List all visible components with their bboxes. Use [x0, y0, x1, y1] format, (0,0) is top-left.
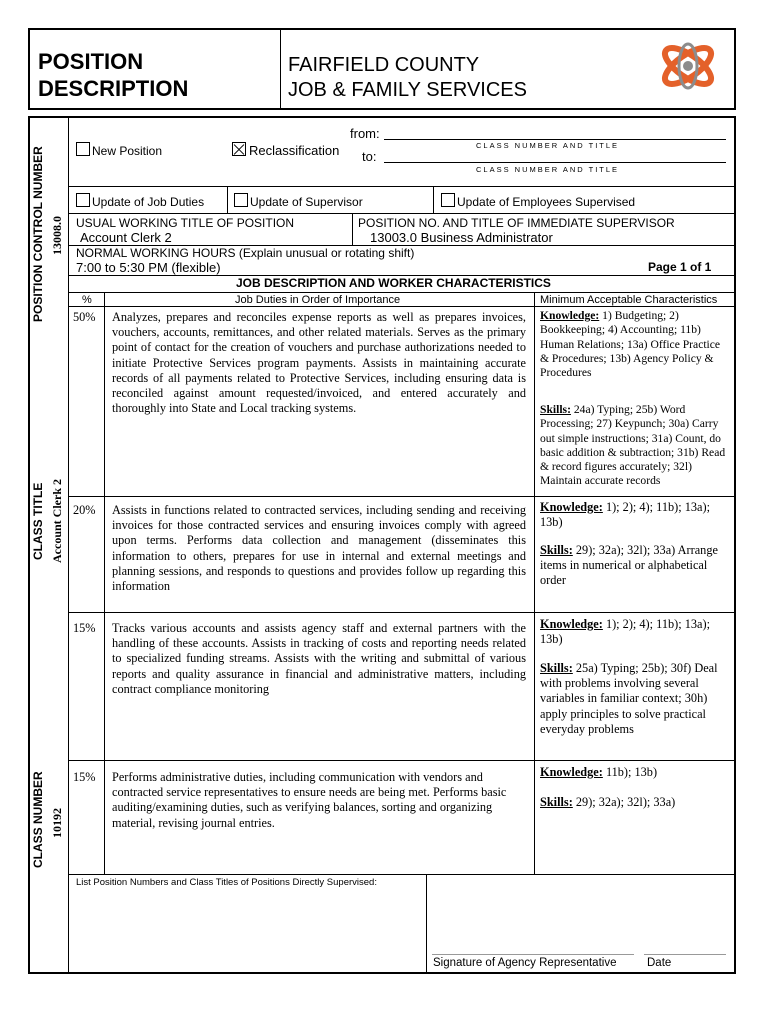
col-header-bottom: [69, 306, 735, 307]
row4-percent: 15%: [73, 770, 96, 784]
row4-skills-text: 29); 32a); 32l); 33a): [575, 795, 676, 809]
row1-skills-text: 24a) Typing; 25b) Word Processing; 27) Keypunch; 30a) Carry out simple instructions; 31a) Count, do basic addition & subtraction; 31b) Read & record figures accurately; 32l) Maintain accurate records: [540, 403, 726, 488]
hours-value[interactable]: 7:00 to 5:30 PM (flexible): [76, 260, 221, 275]
update-divider-2: [433, 186, 434, 213]
row1-percent: 50%: [73, 310, 96, 324]
row1-knowledge: [540, 309, 728, 380]
col-divider-percent: [104, 292, 105, 874]
to-caption: CLASS NUMBER AND TITLE: [476, 165, 620, 174]
title-row-divider: [352, 213, 353, 245]
working-title-value[interactable]: Account Clerk 2: [80, 230, 172, 245]
row1-skills: [540, 403, 728, 489]
working-title-label: USUAL WORKING TITLE OF POSITION: [76, 216, 295, 230]
to-field[interactable]: [384, 162, 726, 163]
header-divider: [280, 29, 281, 109]
page-number: Page 1 of 1: [648, 260, 712, 274]
row4-skills-label: Skills:: [540, 795, 573, 809]
signature-line[interactable]: [432, 954, 634, 955]
row4-knowledge-label: Knowledge:: [540, 765, 603, 779]
footer-top: [69, 874, 735, 875]
hours-label: NORMAL WORKING HOURS (Explain unusual or rotating shift): [76, 246, 415, 260]
update-job-duties-label: Update of Job Duties: [92, 195, 205, 209]
agency-name: [288, 53, 527, 103]
new-position-label: New Position: [92, 144, 163, 158]
row2-bottom: [69, 612, 735, 613]
row2-skills-text: 29); 32a); 32l); 33a) Arrange items in numerical or alphabetical order: [540, 543, 718, 588]
row1-skills-label: Skills:: [540, 403, 571, 416]
supervisor-value[interactable]: 13003.0 Business Administrator: [370, 230, 553, 245]
supervisor-label: POSITION NO. AND TITLE OF IMMEDIATE SUPERVISOR: [358, 216, 675, 230]
row3-knowledge-label: Knowledge:: [540, 617, 603, 631]
row1-bottom: [69, 496, 735, 497]
from-field[interactable]: [384, 139, 726, 140]
row2-duty: Assists in functions related to contracted services, including sending and receiving invoices for those contracted services and ensuring invoices comply with agreed upon terms. Performs data collection and management (disseminates this information to others, prepares for use in internal and external meetings and planning sessions, and responds to questions and provides follow up regarding this information: [112, 503, 526, 594]
section-title: JOB DESCRIPTION AND WORKER CHARACTERISTICS: [236, 276, 551, 290]
update-job-duties-checkbox[interactable]: [76, 193, 90, 207]
row3-skills: [540, 661, 728, 737]
row4-knowledge: [540, 765, 728, 780]
col-min-header: Minimum Acceptable Characteristics: [540, 294, 718, 306]
class-number-label: CLASS NUMBER: [31, 771, 45, 868]
class-title-value: Account Clerk 2: [50, 479, 64, 563]
update-row-top: [69, 186, 735, 187]
row1-duty: Analyzes, prepares and reconciles expense reports as well as prepares invoices, vouchers, accounts, remittances, and other related materials. Serves as the primary point of contact for the creation of vouchers and purchase authorizations needed to initiate Protective Services program payments. Assists in maintaining accurate records of all payments related to Protective Services, including ensuring data is reconciled against amount requested/invoiced, and entered accurately and thoroughly into State and Local tracking systems.: [112, 310, 526, 416]
row3-percent: 15%: [73, 621, 96, 635]
row1-knowledge-label: Knowledge:: [540, 309, 600, 322]
to-label: to:: [362, 149, 377, 164]
col-header-top: [69, 292, 735, 293]
row3-bottom: [69, 760, 735, 761]
row2-percent: 20%: [73, 503, 96, 517]
reclassification-checkbox[interactable]: [232, 142, 246, 156]
row3-knowledge-text: 1); 2); 4); 11b); 13a); 13b): [540, 617, 710, 647]
row3-knowledge: [540, 617, 728, 647]
from-caption: CLASS NUMBER AND TITLE: [476, 141, 620, 150]
from-label: from:: [350, 126, 380, 141]
footer-divider: [426, 874, 427, 973]
row3-skills-label: Skills:: [540, 661, 573, 675]
row4-skills: [540, 795, 728, 810]
row2-knowledge-label: Knowledge:: [540, 500, 603, 514]
row3-skills-text: 25a) Typing; 25b); 30f) Deal with problems involving several variables in familiar context; 30h) apply principles to solve practical everyday problems: [540, 661, 718, 736]
row3-duty: Tracks various accounts and assists agency staff and external partners with the handling of these accounts. Assists in tracking of costs and reporting needs related to specialized funding streams. Assists with the writing and submittal of various reports and quality assurance in financial and administrative matters, including contract compliance monitoring: [112, 621, 526, 696]
position-control-label: POSITION CONTROL NUMBER: [31, 146, 45, 322]
supervised-field[interactable]: [72, 892, 422, 970]
update-employees-checkbox[interactable]: [441, 193, 455, 207]
date-label: Date: [647, 957, 672, 969]
update-supervisor-checkbox[interactable]: [234, 193, 248, 207]
new-position-checkbox[interactable]: [76, 142, 90, 156]
row1-knowledge-text: 1) Budgeting; 2) Bookkeeping; 4) Accounting; 11b) Human Relations; 13a) Office Practice & Procedures; 13b) Agency Policy & Procedures: [540, 309, 721, 380]
agency-logo: [655, 33, 721, 99]
row4-knowledge-text: 11b); 13b): [605, 765, 658, 779]
update-divider-1: [227, 186, 228, 213]
row2-skills-label: Skills:: [540, 543, 573, 557]
date-line[interactable]: [644, 954, 726, 955]
class-title-label: CLASS TITLE: [31, 482, 45, 560]
row2-knowledge-text: 1); 2); 4); 11b); 13a); 13b): [540, 500, 710, 530]
supervised-label: List Position Numbers and Class Titles of Positions Directly Supervised:: [76, 877, 377, 888]
agency-line1: FAIRFIELD COUNTY: [288, 54, 480, 76]
title-row-top: [69, 213, 735, 214]
doc-title-line2: DESCRIPTION: [38, 76, 189, 101]
col-duties-header: Job Duties in Order of Importance: [235, 294, 401, 306]
row4-duty: Performs administrative duties, including communication with vendors and contracted service representatives to ensure needs are being met. Performs basic auditing/examining duties, such as verifying balances, sorting and organizing material, revising journal entries.: [112, 770, 507, 830]
row2-knowledge: [540, 500, 728, 530]
col-divider-min: [534, 292, 535, 874]
update-supervisor-label: Update of Supervisor: [250, 195, 363, 209]
doc-title-line1: POSITION: [38, 49, 144, 74]
logo-icon: [655, 33, 721, 99]
position-control-value: 13008.0: [50, 216, 64, 255]
doc-title: [38, 48, 188, 102]
row2-skills: [540, 543, 728, 589]
update-employees-label: Update of Employees Supervised: [457, 195, 636, 209]
agency-line2: JOB & FAMILY SERVICES: [288, 79, 527, 101]
reclassification-label: Reclassification: [249, 143, 340, 158]
signature-label: Signature of Agency Representative: [433, 957, 617, 969]
col-percent-header: %: [82, 294, 92, 306]
class-number-value: 10192: [50, 808, 64, 838]
